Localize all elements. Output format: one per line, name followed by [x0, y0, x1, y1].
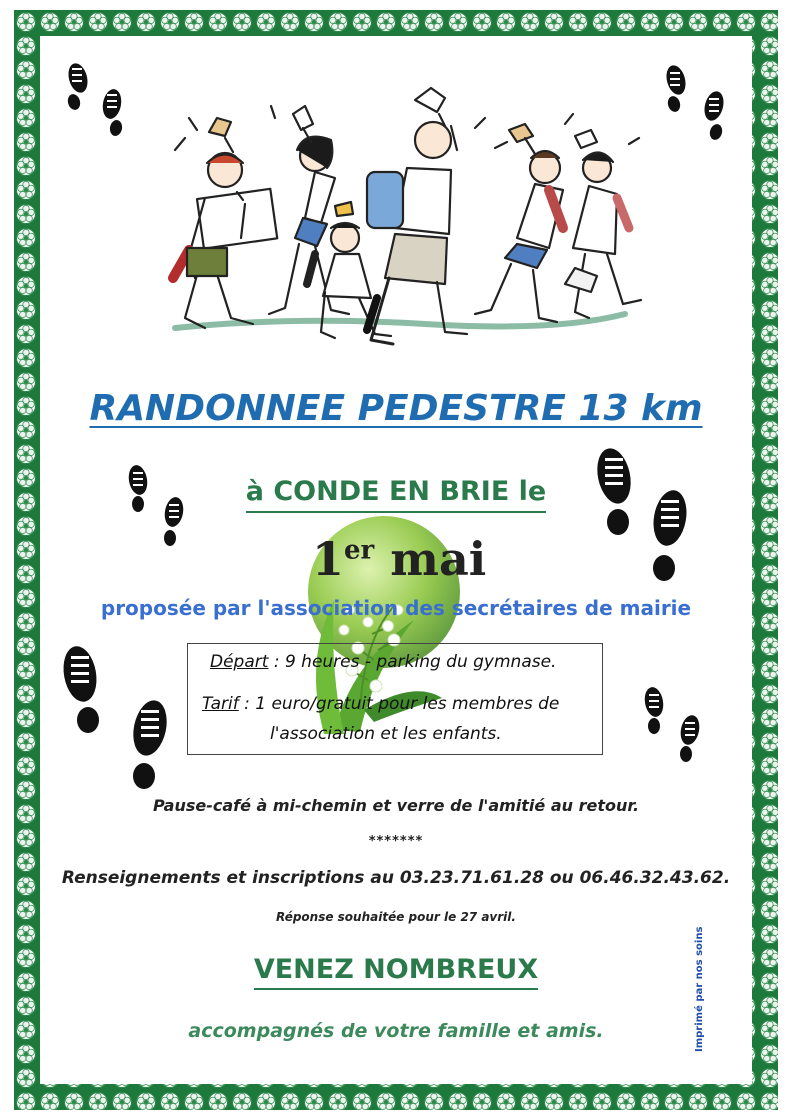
details-box — [187, 643, 603, 755]
event-location: à CONDE EN BRIE le — [0, 476, 792, 507]
footprints-top-left — [60, 58, 140, 148]
footprints-mid-right — [588, 444, 708, 594]
reply-deadline: Réponse souhaitée pour le 27 avril. — [276, 910, 516, 924]
tarif-line: Tarif : 1 euro/gratuit pour les membres de — [202, 694, 560, 714]
contact-info: Renseignements et inscriptions au 03.23.71.61.28 ou 06.46.32.43.62. — [61, 868, 731, 888]
tarif-label: Tarif — [202, 694, 239, 714]
event-date: 1er mai — [312, 532, 487, 586]
separator: ******* — [368, 834, 424, 849]
event-organizer: proposée par l'association des secrétaires de mairie — [100, 596, 692, 620]
call-to-action: VENEZ NOMBREUX — [0, 954, 792, 985]
event-title: RANDONNEE PEDESTRE 13 km — [89, 388, 703, 429]
footprints-low-right — [636, 684, 716, 774]
printed-by-note: Imprimé par nos soins — [694, 926, 705, 1052]
tarif-line-2: l'association et les enfants. — [270, 724, 502, 744]
footprints-low-left — [54, 640, 184, 800]
depart-label: Départ — [210, 652, 269, 672]
depart-line: Départ : 9 heures - parking du gymnase. — [210, 652, 557, 672]
footprints-top-right — [658, 62, 738, 152]
hikers-illustration — [145, 78, 645, 358]
pause-cafe-note: Pause-café à mi-chemin et verre de l'amitié au retour. — [152, 796, 640, 815]
accompanied-note: accompagnés de votre famille et amis. — [188, 1020, 604, 1042]
